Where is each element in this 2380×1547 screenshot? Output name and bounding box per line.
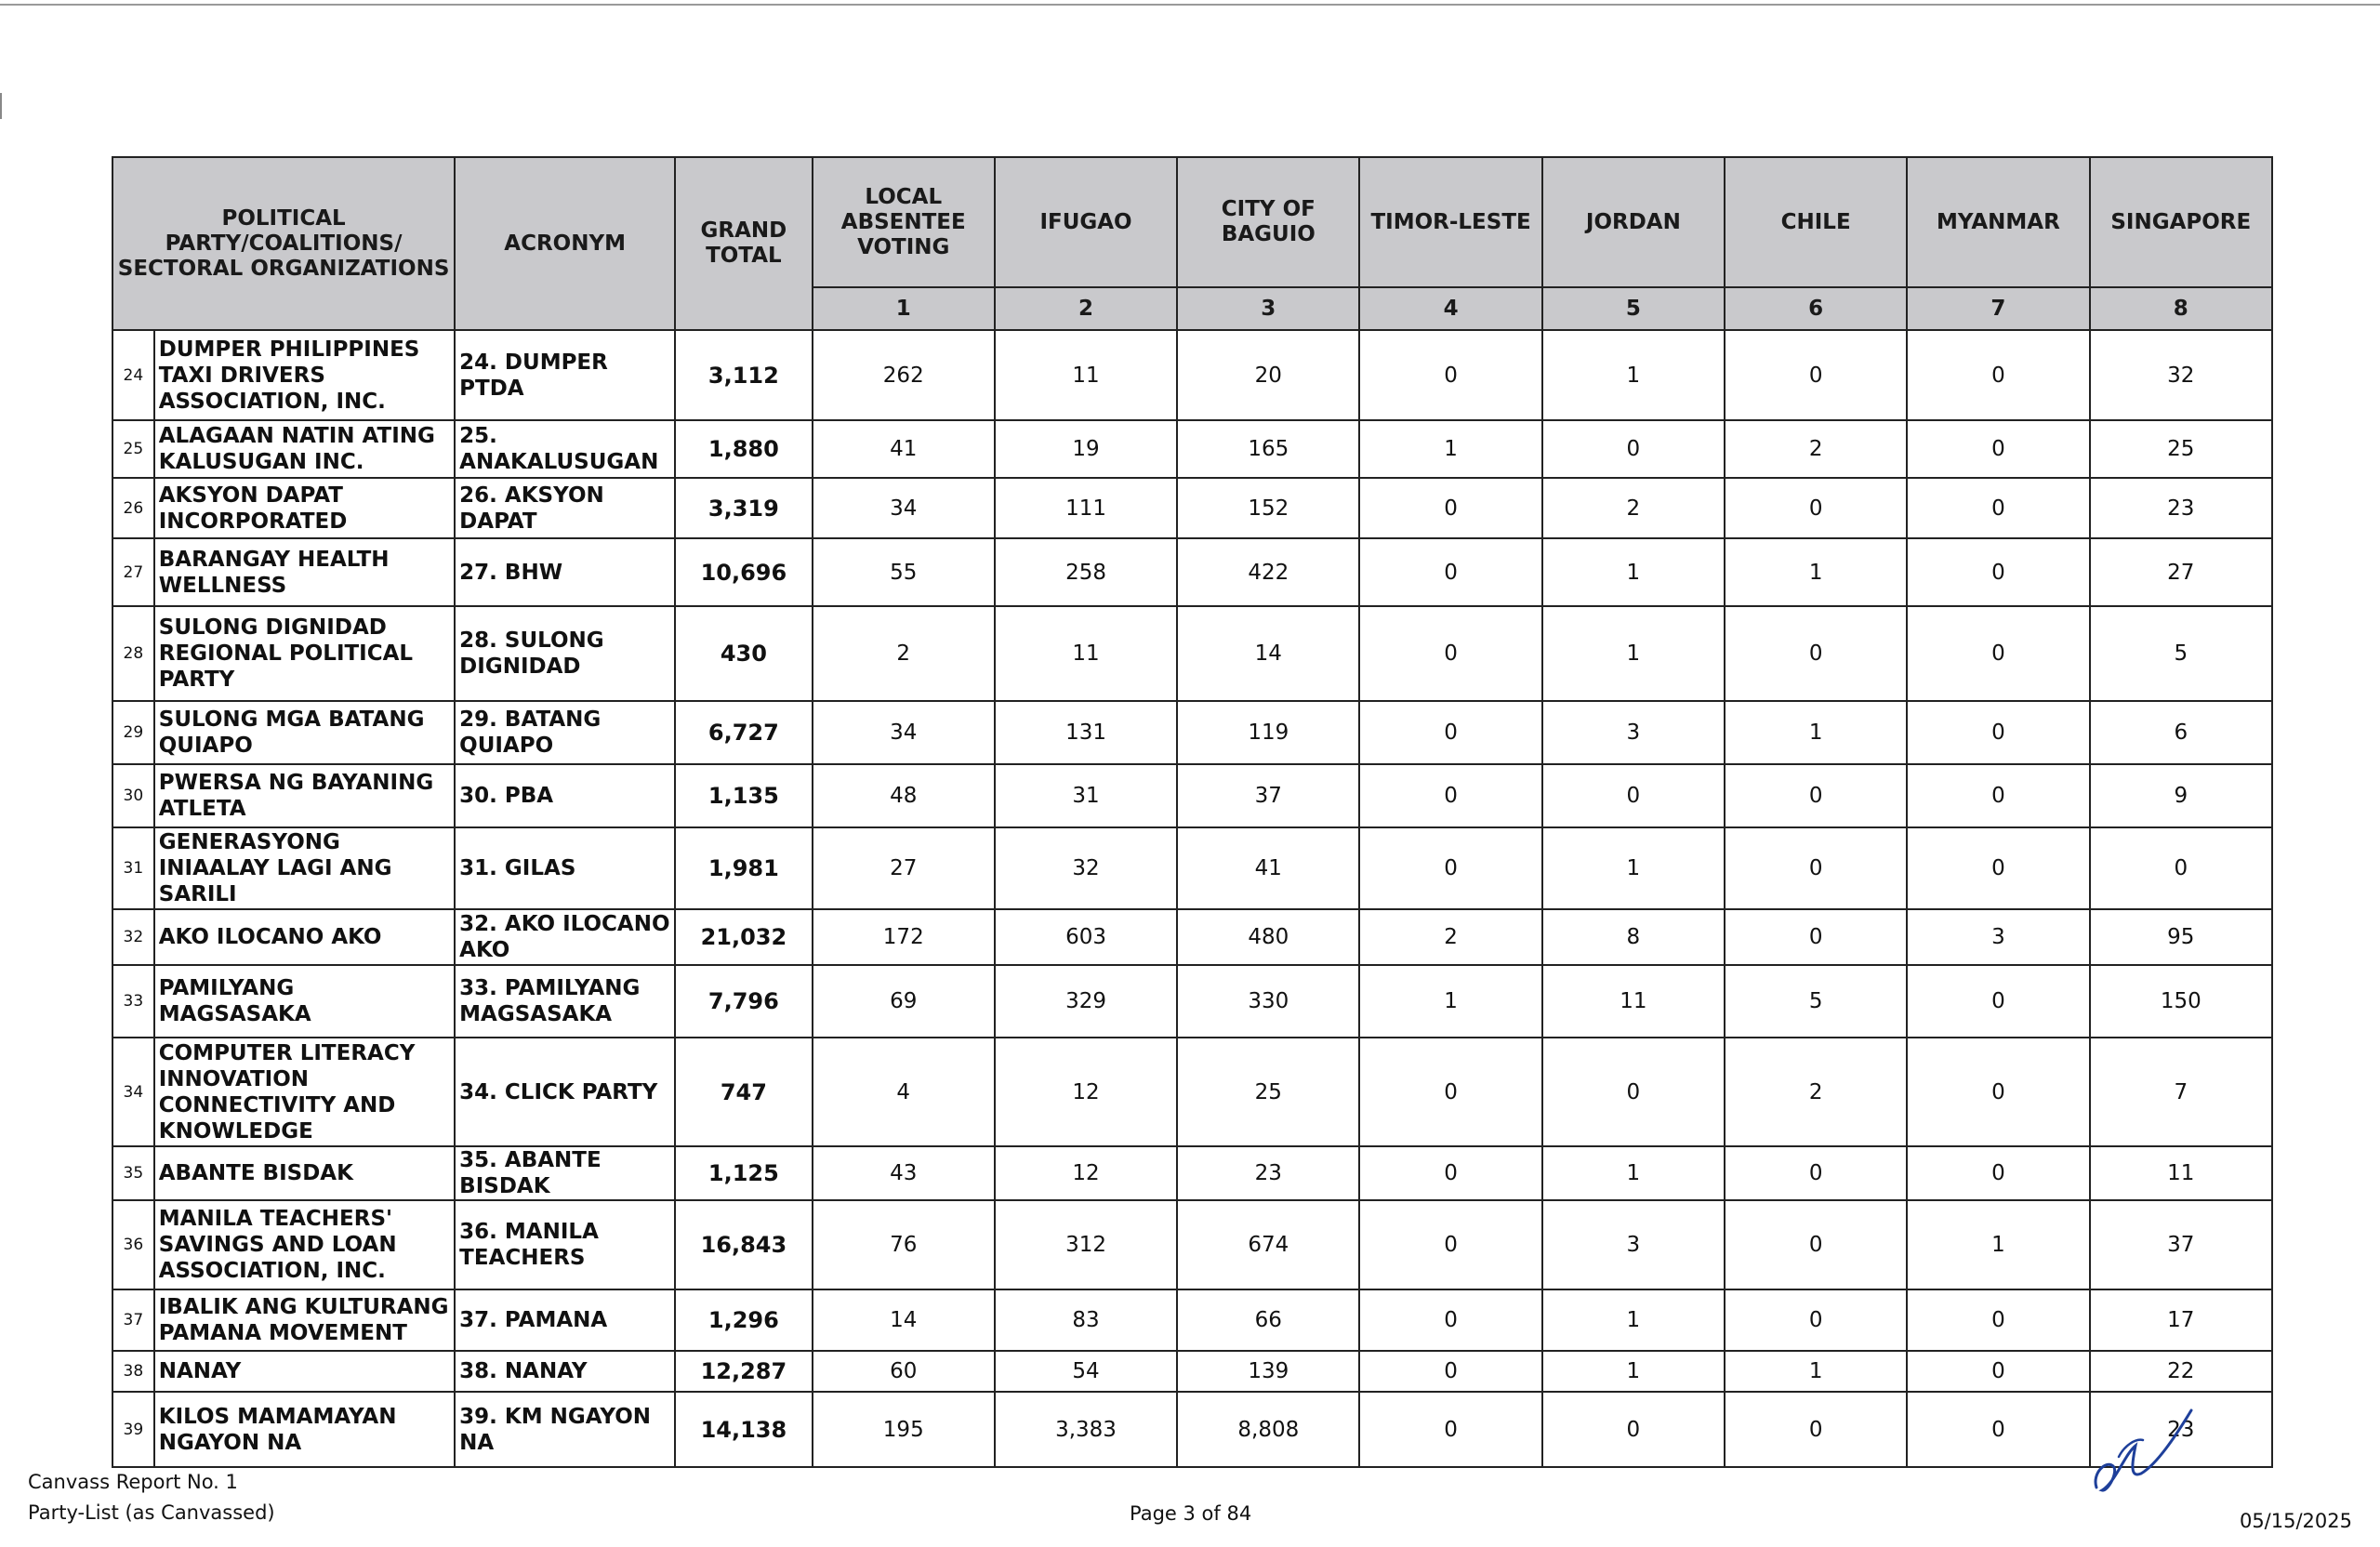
acronym-cell: 36. MANILA TEACHERS <box>455 1200 675 1289</box>
row-index: 32 <box>112 909 154 965</box>
header-num-4: 4 <box>1359 287 1541 330</box>
grand-total-cell: 21,032 <box>675 909 812 965</box>
vote-count-cell: 43 <box>813 1146 995 1200</box>
vote-count-cell: 11 <box>995 606 1177 701</box>
vote-count-cell: 25 <box>2090 420 2272 478</box>
vote-count-cell: 1 <box>1725 538 1907 606</box>
table-row <box>112 420 2272 478</box>
grand-total-cell: 1,880 <box>675 420 812 478</box>
acronym-cell: 34. CLICK PARTY <box>455 1038 675 1146</box>
vote-count-cell: 0 <box>1359 1146 1541 1200</box>
row-index: 35 <box>112 1146 154 1200</box>
table-row <box>112 478 2272 538</box>
row-index: 34 <box>112 1038 154 1146</box>
party-name-cell: NANAY <box>154 1351 455 1392</box>
vote-count-cell: 32 <box>995 827 1177 909</box>
header-num-6: 6 <box>1725 287 1907 330</box>
header-acronym: ACRONYM <box>455 157 675 330</box>
grand-total-cell: 1,981 <box>675 827 812 909</box>
top-rule <box>0 4 2380 6</box>
party-name-cell: IBALIK ANG KULTURANG PAMANA MOVEMENT <box>154 1289 455 1351</box>
vote-count-cell: 0 <box>1725 606 1907 701</box>
header-col-1: LOCAL ABSENTEE VOTING <box>813 157 995 287</box>
vote-count-cell: 2 <box>1725 1038 1907 1146</box>
vote-count-cell: 0 <box>1359 478 1541 538</box>
vote-count-cell: 0 <box>1907 1038 2089 1146</box>
vote-count-cell: 23 <box>2090 1392 2272 1467</box>
vote-count-cell: 0 <box>1907 420 2089 478</box>
vote-count-cell: 1 <box>1542 827 1725 909</box>
vote-count-cell: 1 <box>1542 1146 1725 1200</box>
vote-count-cell: 262 <box>813 330 995 420</box>
vote-count-cell: 0 <box>1359 1200 1541 1289</box>
party-name-cell: SULONG DIGNIDAD REGIONAL POLITICAL PARTY <box>154 606 455 701</box>
vote-count-cell: 0 <box>1907 1351 2089 1392</box>
header-num-8: 8 <box>2090 287 2272 330</box>
vote-count-cell: 0 <box>1542 1038 1725 1146</box>
vote-count-cell: 1 <box>1542 1289 1725 1351</box>
party-name-cell: KILOS MAMAMAYAN NGAYON NA <box>154 1392 455 1467</box>
party-name-cell: DUMPER PHILIPPINES TAXI DRIVERS ASSOCIATION, INC. <box>154 330 455 420</box>
vote-count-cell: 22 <box>2090 1351 2272 1392</box>
table-row <box>112 1351 2272 1392</box>
vote-count-cell: 54 <box>995 1351 1177 1392</box>
header-col-2: IFUGAO <box>995 157 1177 287</box>
header-col-5: JORDAN <box>1542 157 1725 287</box>
vote-count-cell: 3,383 <box>995 1392 1177 1467</box>
vote-count-cell: 0 <box>1907 701 2089 764</box>
grand-total-cell: 3,319 <box>675 478 812 538</box>
header-party: POLITICAL PARTY/COALITIONS/ SECTORAL ORGANIZATIONS <box>112 157 455 330</box>
table-row <box>112 606 2272 701</box>
table-row <box>112 1200 2272 1289</box>
vote-count-cell: 0 <box>1907 1392 2089 1467</box>
vote-count-cell: 3 <box>1542 1200 1725 1289</box>
vote-count-cell: 119 <box>1177 701 1359 764</box>
header-col-8: SINGAPORE <box>2090 157 2272 287</box>
scan-edge-mark <box>0 93 6 119</box>
vote-count-cell: 27 <box>813 827 995 909</box>
row-index: 31 <box>112 827 154 909</box>
vote-count-cell: 0 <box>1907 764 2089 827</box>
footer-report-info <box>28 1467 275 1528</box>
table-row <box>112 965 2272 1038</box>
vote-count-cell: 165 <box>1177 420 1359 478</box>
vote-count-cell: 3 <box>1907 909 2089 965</box>
vote-count-cell: 0 <box>1907 1146 2089 1200</box>
vote-count-cell: 1 <box>1542 606 1725 701</box>
vote-count-cell: 14 <box>1177 606 1359 701</box>
row-index: 38 <box>112 1351 154 1392</box>
vote-count-cell: 2 <box>1359 909 1541 965</box>
grand-total-cell: 16,843 <box>675 1200 812 1289</box>
vote-count-cell: 2 <box>1725 420 1907 478</box>
vote-count-cell: 23 <box>2090 478 2272 538</box>
row-index: 27 <box>112 538 154 606</box>
vote-count-cell: 0 <box>1907 538 2089 606</box>
vote-count-cell: 41 <box>813 420 995 478</box>
vote-count-cell: 0 <box>1542 1392 1725 1467</box>
vote-count-cell: 60 <box>813 1351 995 1392</box>
footer-report-number: Canvass Report No. 1 <box>28 1471 238 1493</box>
vote-count-cell: 0 <box>1907 1289 2089 1351</box>
grand-total-cell: 1,296 <box>675 1289 812 1351</box>
vote-count-cell: 111 <box>995 478 1177 538</box>
vote-count-cell: 34 <box>813 478 995 538</box>
vote-count-cell: 0 <box>1725 478 1907 538</box>
acronym-cell: 29. BATANG QUIAPO <box>455 701 675 764</box>
vote-count-cell: 0 <box>1907 478 2089 538</box>
acronym-cell: 38. NANAY <box>455 1351 675 1392</box>
vote-count-cell: 422 <box>1177 538 1359 606</box>
table-row <box>112 764 2272 827</box>
vote-count-cell: 95 <box>2090 909 2272 965</box>
grand-total-cell: 1,135 <box>675 764 812 827</box>
table-row <box>112 827 2272 909</box>
vote-count-cell: 1 <box>1907 1200 2089 1289</box>
vote-count-cell: 0 <box>1725 1289 1907 1351</box>
vote-count-cell: 0 <box>1725 827 1907 909</box>
vote-count-cell: 17 <box>2090 1289 2272 1351</box>
vote-count-cell: 0 <box>1359 701 1541 764</box>
header-col-3: CITY OF BAGUIO <box>1177 157 1359 287</box>
vote-count-cell: 0 <box>1725 764 1907 827</box>
header-col-7: MYANMAR <box>1907 157 2089 287</box>
vote-count-cell: 329 <box>995 965 1177 1038</box>
vote-count-cell: 69 <box>813 965 995 1038</box>
table-row <box>112 1146 2272 1200</box>
party-name-cell: AKO ILOCANO AKO <box>154 909 455 965</box>
vote-count-cell: 11 <box>2090 1146 2272 1200</box>
table-body <box>112 330 2272 1467</box>
vote-count-cell: 0 <box>1359 827 1541 909</box>
vote-count-cell: 674 <box>1177 1200 1359 1289</box>
row-index: 37 <box>112 1289 154 1351</box>
vote-count-cell: 0 <box>1542 420 1725 478</box>
vote-count-cell: 8,808 <box>1177 1392 1359 1467</box>
vote-count-cell: 258 <box>995 538 1177 606</box>
vote-count-cell: 12 <box>995 1146 1177 1200</box>
vote-count-cell: 5 <box>1725 965 1907 1038</box>
vote-count-cell: 1 <box>1542 538 1725 606</box>
vote-count-cell: 0 <box>1359 606 1541 701</box>
acronym-cell: 31. GILAS <box>455 827 675 909</box>
acronym-cell: 32. AKO ILOCANO AKO <box>455 909 675 965</box>
vote-count-cell: 6 <box>2090 701 2272 764</box>
party-name-cell: PWERSA NG BAYANING ATLETA <box>154 764 455 827</box>
party-name-cell: GENERASYONG INIAALAY LAGI ANG SARILI <box>154 827 455 909</box>
vote-count-cell: 330 <box>1177 965 1359 1038</box>
header-num-3: 3 <box>1177 287 1359 330</box>
acronym-cell: 30. PBA <box>455 764 675 827</box>
acronym-cell: 33. PAMILYANG MAGSASAKA <box>455 965 675 1038</box>
vote-count-cell: 0 <box>1725 909 1907 965</box>
vote-count-cell: 603 <box>995 909 1177 965</box>
row-index: 36 <box>112 1200 154 1289</box>
grand-total-cell: 6,727 <box>675 701 812 764</box>
vote-count-cell: 20 <box>1177 330 1359 420</box>
vote-count-cell: 48 <box>813 764 995 827</box>
vote-count-cell: 55 <box>813 538 995 606</box>
party-name-cell: PAMILYANG MAGSASAKA <box>154 965 455 1038</box>
table-row <box>112 1392 2272 1467</box>
party-name-cell: COMPUTER LITERACY INNOVATION CONNECTIVITY AND KNOWLEDGE <box>154 1038 455 1146</box>
acronym-cell: 24. DUMPER PTDA <box>455 330 675 420</box>
vote-count-cell: 0 <box>1907 965 2089 1038</box>
footer-date: 05/15/2025 <box>2239 1510 2352 1532</box>
grand-total-cell: 12,287 <box>675 1351 812 1392</box>
row-index: 26 <box>112 478 154 538</box>
header-num-5: 5 <box>1542 287 1725 330</box>
vote-count-cell: 0 <box>1359 1392 1541 1467</box>
table-row <box>112 1038 2272 1146</box>
vote-count-cell: 0 <box>1359 538 1541 606</box>
acronym-cell: 35. ABANTE BISDAK <box>455 1146 675 1200</box>
vote-count-cell: 9 <box>2090 764 2272 827</box>
vote-count-cell: 0 <box>1725 1392 1907 1467</box>
vote-count-cell: 152 <box>1177 478 1359 538</box>
vote-count-cell: 34 <box>813 701 995 764</box>
vote-count-cell: 0 <box>1725 1200 1907 1289</box>
acronym-cell: 37. PAMANA <box>455 1289 675 1351</box>
vote-count-cell: 37 <box>2090 1200 2272 1289</box>
vote-count-cell: 11 <box>995 330 1177 420</box>
table-row <box>112 1289 2272 1351</box>
vote-count-cell: 32 <box>2090 330 2272 420</box>
vote-count-cell: 23 <box>1177 1146 1359 1200</box>
header-col-4: TIMOR-LESTE <box>1359 157 1541 287</box>
row-index: 25 <box>112 420 154 478</box>
grand-total-cell: 14,138 <box>675 1392 812 1467</box>
vote-count-cell: 12 <box>995 1038 1177 1146</box>
header-num-7: 7 <box>1907 287 2089 330</box>
vote-count-cell: 1 <box>1725 1351 1907 1392</box>
table-row <box>112 538 2272 606</box>
vote-count-cell: 2 <box>813 606 995 701</box>
vote-count-cell: 5 <box>2090 606 2272 701</box>
vote-count-cell: 131 <box>995 701 1177 764</box>
vote-count-cell: 25 <box>1177 1038 1359 1146</box>
vote-count-cell: 4 <box>813 1038 995 1146</box>
header-num-1: 1 <box>813 287 995 330</box>
vote-count-cell: 0 <box>1359 1351 1541 1392</box>
footer-page-number: Page 3 of 84 <box>1130 1502 1252 1525</box>
party-name-cell: BARANGAY HEALTH WELLNESS <box>154 538 455 606</box>
vote-count-cell: 195 <box>813 1392 995 1467</box>
row-index: 29 <box>112 701 154 764</box>
grand-total-cell: 747 <box>675 1038 812 1146</box>
row-index: 33 <box>112 965 154 1038</box>
vote-count-cell: 1 <box>1542 330 1725 420</box>
party-name-cell: ALAGAAN NATIN ATING KALUSUGAN INC. <box>154 420 455 478</box>
vote-count-cell: 0 <box>1359 1289 1541 1351</box>
row-index: 24 <box>112 330 154 420</box>
acronym-cell: 39. KM NGAYON NA <box>455 1392 675 1467</box>
vote-count-cell: 0 <box>1907 606 2089 701</box>
vote-count-cell: 11 <box>1542 965 1725 1038</box>
vote-count-cell: 0 <box>1359 764 1541 827</box>
grand-total-cell: 10,696 <box>675 538 812 606</box>
grand-total-cell: 7,796 <box>675 965 812 1038</box>
vote-count-cell: 1 <box>1725 701 1907 764</box>
acronym-cell: 27. BHW <box>455 538 675 606</box>
vote-count-cell: 8 <box>1542 909 1725 965</box>
table-row <box>112 909 2272 965</box>
vote-count-cell: 0 <box>1907 330 2089 420</box>
vote-count-cell: 37 <box>1177 764 1359 827</box>
vote-count-cell: 0 <box>1359 1038 1541 1146</box>
vote-count-cell: 0 <box>1725 330 1907 420</box>
table-row <box>112 330 2272 420</box>
header-grand-total: GRAND TOTAL <box>675 157 812 330</box>
vote-count-cell: 0 <box>1725 1146 1907 1200</box>
acronym-cell: 26. AKSYON DAPAT <box>455 478 675 538</box>
vote-count-cell: 2 <box>1542 478 1725 538</box>
vote-count-cell: 0 <box>1907 827 2089 909</box>
header-col-6: CHILE <box>1725 157 1907 287</box>
vote-count-cell: 172 <box>813 909 995 965</box>
vote-count-cell: 66 <box>1177 1289 1359 1351</box>
vote-count-cell: 1 <box>1359 420 1541 478</box>
vote-count-cell: 0 <box>1542 764 1725 827</box>
table-row <box>112 701 2272 764</box>
vote-count-cell: 76 <box>813 1200 995 1289</box>
vote-count-cell: 150 <box>2090 965 2272 1038</box>
vote-count-cell: 139 <box>1177 1351 1359 1392</box>
vote-count-cell: 83 <box>995 1289 1177 1351</box>
vote-count-cell: 480 <box>1177 909 1359 965</box>
row-index: 30 <box>112 764 154 827</box>
canvass-table <box>112 156 2273 1468</box>
party-name-cell: AKSYON DAPAT INCORPORATED <box>154 478 455 538</box>
vote-count-cell: 27 <box>2090 538 2272 606</box>
vote-count-cell: 41 <box>1177 827 1359 909</box>
vote-count-cell: 7 <box>2090 1038 2272 1146</box>
row-index: 28 <box>112 606 154 701</box>
signature-mark <box>2087 1399 2199 1501</box>
vote-count-cell: 0 <box>2090 827 2272 909</box>
header-num-2: 2 <box>995 287 1177 330</box>
acronym-cell: 25. ANAKALUSUGAN <box>455 420 675 478</box>
footer-report-type: Party-List (as Canvassed) <box>28 1501 275 1524</box>
vote-count-cell: 19 <box>995 420 1177 478</box>
grand-total-cell: 1,125 <box>675 1146 812 1200</box>
vote-count-cell: 0 <box>1359 330 1541 420</box>
party-name-cell: SULONG MGA BATANG QUIAPO <box>154 701 455 764</box>
party-name-cell: MANILA TEACHERS' SAVINGS AND LOAN ASSOCIATION, INC. <box>154 1200 455 1289</box>
row-index: 39 <box>112 1392 154 1467</box>
vote-count-cell: 14 <box>813 1289 995 1351</box>
party-name-cell: ABANTE BISDAK <box>154 1146 455 1200</box>
grand-total-cell: 3,112 <box>675 330 812 420</box>
acronym-cell: 28. SULONG DIGNIDAD <box>455 606 675 701</box>
vote-count-cell: 3 <box>1542 701 1725 764</box>
vote-count-cell: 1 <box>1542 1351 1725 1392</box>
vote-count-cell: 31 <box>995 764 1177 827</box>
vote-count-cell: 1 <box>1359 965 1541 1038</box>
vote-count-cell: 312 <box>995 1200 1177 1289</box>
grand-total-cell: 430 <box>675 606 812 701</box>
